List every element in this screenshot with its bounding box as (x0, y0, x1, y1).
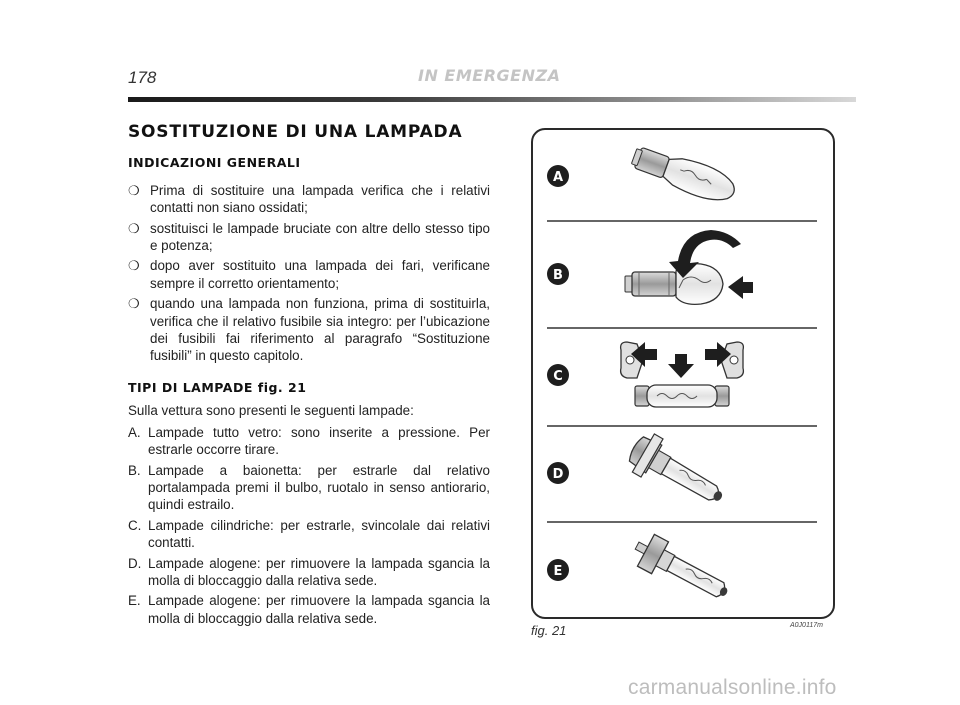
push-arrow-icon (728, 276, 753, 299)
label-b: B (553, 268, 563, 283)
lamp-types-subtitle: TIPI DI LAMPADE fig. 21 (128, 379, 307, 395)
lamp-figure (533, 130, 833, 617)
page-number: 178 (128, 68, 157, 87)
lamp-type-item: A. Lampade tutto vetro: sono inserite a pressione. Per estrarle occorre tirare. (128, 424, 490, 458)
lamp-types-intro: Sulla vettura sono presenti le seguenti lampade: (128, 403, 414, 419)
label-e: E (553, 564, 563, 579)
all-glass-bulb-icon (629, 141, 740, 207)
label-badge-c (547, 364, 569, 386)
label-badge-a (547, 165, 569, 187)
lamp-type-item: C. Lampade cilindriche: per estrarle, svincolale dai relativi contatti. (128, 517, 490, 551)
general-subtitle: INDICAZIONI GENERALI (128, 155, 301, 171)
section-title: SOSTITUZIONE DI UNA LAMPADA (128, 122, 463, 142)
lamp-types-list (128, 424, 490, 627)
label-badge-b (547, 263, 569, 285)
halogen-h7-bulb-icon (623, 428, 732, 517)
figure-caption: fig. 21 (531, 623, 567, 638)
circle-bullet-icon: ❍ (128, 220, 140, 236)
bullet-item: ❍ Prima di sostituire una lampada verifica che i relativi contatti non siano ossidati; (128, 182, 490, 216)
circle-bullet-icon: ❍ (128, 296, 140, 312)
lamp-type-item: D. Lampade alogene: per rimuovere la lampada sgancia la molla di bloccaggio dalla relativa sede. (128, 555, 490, 588)
circle-bullet-icon: ❍ (128, 182, 140, 198)
text-column (128, 124, 490, 630)
label-c: C (553, 369, 563, 384)
bayonet-bulb-icon (625, 264, 723, 305)
watermark: carmanualsonline.info (628, 676, 837, 699)
label-a: A (552, 170, 564, 185)
figure-code: A0J0117m (790, 622, 823, 629)
bullet-item: ❍ dopo aver sostituito una lampada dei fari, verificane sempre il corretto orientamento; (128, 258, 490, 291)
lamp-type-item: E. Lampade alogene: per rimuovere la lampada sgancia la molla di bloccaggio dalla relativa sede. (128, 593, 490, 626)
bullet-item: ❍ sostituisci le lampade bruciate con altre dello stesso tipo e potenza; (128, 220, 490, 254)
figure-frame (531, 128, 835, 619)
running-title: IN EMERGENZA (418, 66, 561, 85)
label-badge-e (547, 559, 569, 581)
label-badge-d (547, 462, 569, 484)
release-arrow-down-icon (668, 354, 694, 378)
header-rule (128, 97, 856, 102)
halogen-h1-bulb-icon (629, 530, 736, 609)
general-bullet-list (128, 182, 490, 365)
label-d: D (552, 467, 564, 482)
circle-bullet-icon: ❍ (128, 258, 140, 274)
lamp-type-item: B. Lampade a baionetta: per estrarle dal relativo portalampada premi il bulbo, ruotalo in senso antiorario, quindi estrailo. (128, 462, 490, 513)
bullet-item: ❍ quando una lampada non funziona, prima di sostituirla, verifica che il relativo fusibile sia integro: per l’ubicazione dei fusibili fai riferimento al paragrafo “Sostituzione fusibili” in questo capitolo. (128, 296, 490, 364)
